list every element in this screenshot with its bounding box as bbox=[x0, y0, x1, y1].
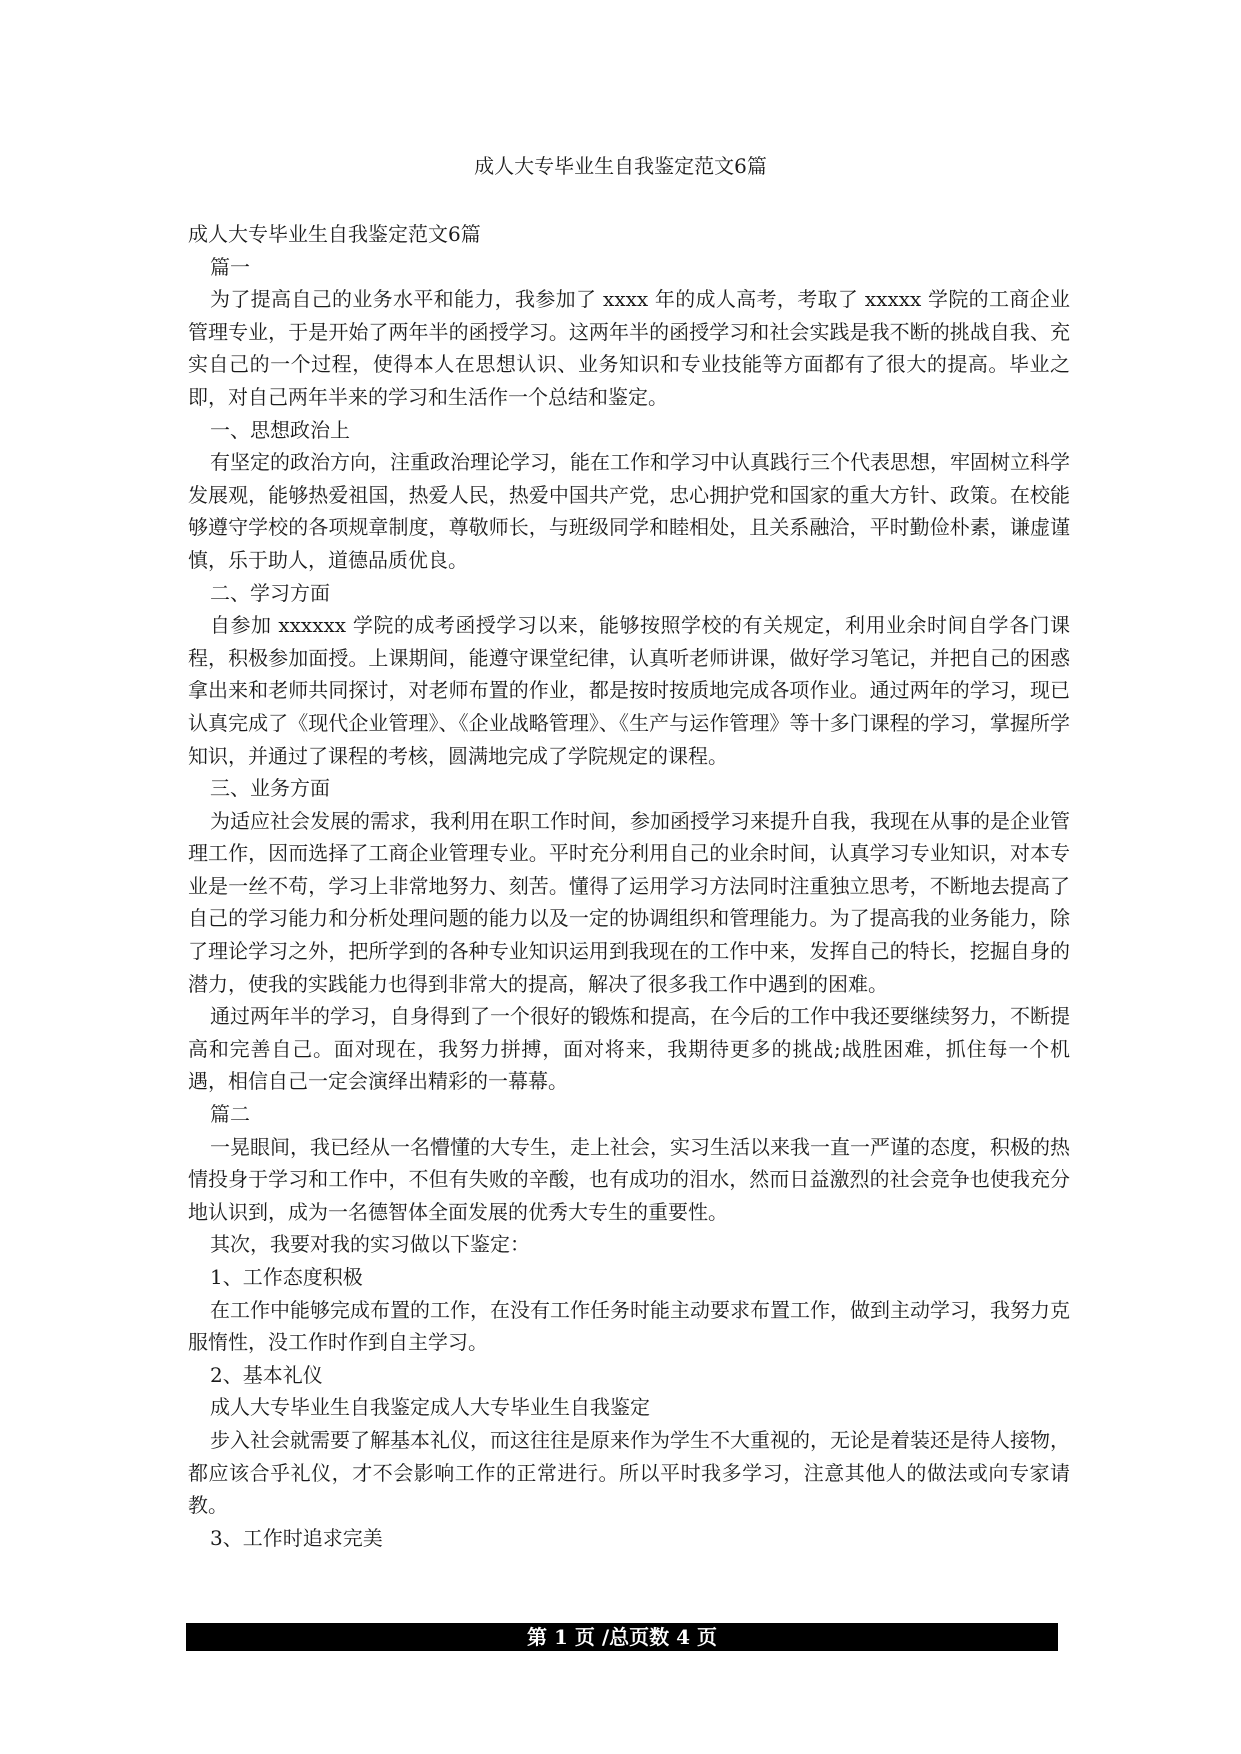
paragraph: 有坚定的政治方向，注重政治理论学习，能在工作和学习中认真践行三个代表思想，牢固树立科学发展观，能够热爱祖国，热爱人民，热爱中国共产党，忠心拥护党和国家的重大方针、政策。在校能够遵守学校的各项规章制度，尊敬师长，与班级同学和睦相处，且关系融洽，平时勤俭朴素，谦虚谨慎，乐于助人，道德品质优良。 bbox=[188, 450, 1070, 572]
paragraph: 步入社会就需要了解基本礼仪，而这往往是原来作为学生不大重视的，无论是着装还是待人接物，都应该合乎礼仪，才不会影响工作的正常进行。所以平时我多学习，注意其他人的做法或向专家请教。 bbox=[188, 1427, 1070, 1518]
paragraph: 通过两年半的学习，自身得到了一个很好的锻炼和提高，在今后的工作中我还要继续努力，不断提高和完善自己。面对现在，我努力拼搏，面对将来，我期待更多的挑战;战胜困难，抓住每一个机遇，相信自己一定会演绎出精彩的一幕幕。 bbox=[188, 1004, 1070, 1094]
document-body bbox=[188, 218, 1070, 1554]
paragraph: 其次，我要对我的实习做以下鉴定： bbox=[210, 1232, 530, 1257]
page-footer: 第 1 页 /总页数 4 页 bbox=[186, 1623, 1058, 1651]
paragraph: 为了提高自己的业务水平和能力，我参加了 xxxx 年的成人高考，考取了 xxxxx 学院的工商企业管理专业，于是开始了两年半的函授学习。这两年半的函授学习和社会实践是我不断的挑战自我、充实自己的一个过程，使得本人在思想认识、业务知识和专业技能等方面都有了很大的提高。毕业之即，对自己两年半来的学习和生活作一个总结和鉴定。 bbox=[188, 287, 1070, 409]
paragraph: 自参加 xxxxxx 学院的成考函授学习以来，能够按照学校的有关规定，利用业余时间自学各门课程，积极参加面授。上课期间，能遵守课堂纪律，认真听老师讲课，做好学习笔记，并把自己的困惑拿出来和老师共同探讨，对老师布置的作业，都是按时按质地完成各项作业。通过两年的学习，现已认真完成了《现代企业管理》、《企业战略管理》、《生产与运作管理》等十多门课程的学习，掌握所学知识，并通过了课程的考核，圆满地完成了学院规定的课程。 bbox=[188, 613, 1070, 768]
paragraph: 为适应社会发展的需求，我利用在职工作时间，参加函授学习来提升自我，我现在从事的是企业管理工作，因而选择了工商企业管理专业。平时充分利用自己的业余时间，认真学习专业知识，对本专业是一丝不苟，学习上非常地努力、刻苦。懂得了运用学习方法同时注重独立思考，不断地去提高了自己的学习能力和分析处理问题的能力以及一定的协调组织和管理能力。为了提高我的业务能力，除了理论学习之外，把所学到的各种专业知识运用到我现在的工作中来，发挥自己的特长，挖掘自身的潜力，使我的实践能力也得到非常大的提高，解决了很多我工作中遇到的困难。 bbox=[188, 808, 1070, 996]
paragraph: 三、业务方面 bbox=[210, 776, 330, 801]
paragraph: 1、工作态度积极 bbox=[210, 1265, 363, 1289]
paragraph: 篇二 bbox=[210, 1102, 250, 1127]
paragraph: 2、基本礼仪 bbox=[210, 1362, 323, 1387]
paragraph: 二、学习方面 bbox=[210, 580, 330, 605]
paragraph: 在工作中能够完成布置的工作，在没有工作任务时能主动要求布置工作，做到主动学习，我努力克服惰性，没工作时作到自主学习。 bbox=[188, 1297, 1070, 1355]
paragraph: 成人大专毕业生自我鉴定范文6篇 bbox=[188, 222, 481, 246]
paragraph: 一、思想政治上 bbox=[210, 417, 350, 442]
paragraph: 一晃眼间，我已经从一名懵懂的大专生，走上社会，实习生活以来我一直一严谨的态度，积极的热情投身于学习和工作中，不但有失败的辛酸，也有成功的泪水，然而日益激烈的社会竞争也使我充分地认识到，成为一名德智体全面发展的优秀大专生的重要性。 bbox=[188, 1134, 1070, 1224]
paragraph: 成人大专毕业生自我鉴定成人大专毕业生自我鉴定 bbox=[210, 1395, 650, 1420]
paragraph: 3、工作时追求完美 bbox=[210, 1525, 383, 1550]
page-title: 成人大专毕业生自我鉴定范文6篇 bbox=[474, 154, 767, 178]
paragraph: 篇一 bbox=[210, 254, 250, 279]
